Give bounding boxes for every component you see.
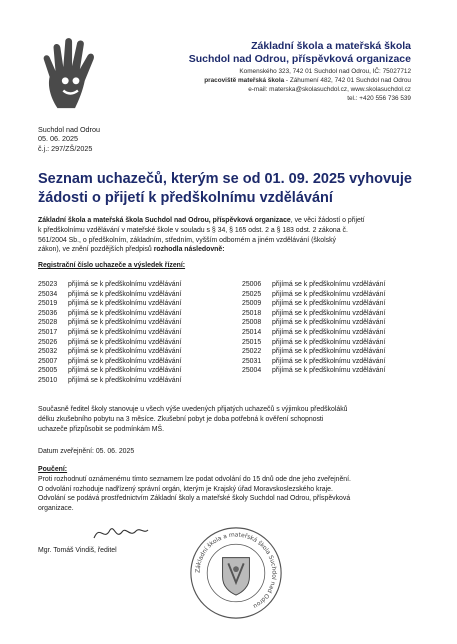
applicant-code: 25009 bbox=[242, 300, 262, 308]
result-text: přijímá se k předškolnímu vzdělávání bbox=[272, 357, 386, 365]
result-text: přijímá se k předškolnímu vzdělávání bbox=[68, 357, 182, 365]
intro-line3: 561/2004 Sb., o předškolním, základním, středním, vyšším odborném a jiném vzdělávání (školský bbox=[38, 236, 336, 244]
applicant-code: 25022 bbox=[242, 348, 262, 356]
result-text: přijímá se k předškolnímu vzdělávání bbox=[68, 309, 182, 317]
school-name-line2: Suchdol nad Odrou, příspěvková organizace bbox=[188, 53, 411, 65]
instruction-line2: O odvolání rozhoduje nadřízený správní orgán, kterým je Krajský úřad Moravskoslezského kraje. bbox=[38, 485, 333, 493]
result-row bbox=[242, 348, 385, 358]
note-line1: Současně ředitel školy stanovuje u všech výše uvedených přijatých uchazečů s výjimkou předškoláků bbox=[38, 406, 348, 413]
reference-number: č.j.: 297/ZŠ/2025 bbox=[38, 143, 93, 153]
place: Suchdol nad Odrou bbox=[38, 125, 100, 134]
result-text: přijímá se k předškolnímu vzdělávání bbox=[272, 348, 386, 356]
document-meta bbox=[38, 125, 100, 153]
result-text: přijímá se k předškolnímu vzdělávání bbox=[272, 309, 386, 317]
result-text: přijímá se k předškolnímu vzdělávání bbox=[272, 328, 386, 336]
result-row bbox=[242, 339, 385, 349]
branch-address bbox=[204, 77, 411, 84]
result-row bbox=[38, 329, 181, 339]
intro-decision: rozhodla následovně: bbox=[153, 246, 225, 254]
result-row bbox=[242, 329, 385, 339]
school-name-line1: Základní škola a mateřská škola bbox=[251, 40, 411, 52]
result-text: přijímá se k předškolnímu vzdělávání bbox=[68, 281, 182, 288]
applicant-code: 25032 bbox=[38, 348, 58, 356]
result-text: přijímá se k předškolnímu vzdělávání bbox=[68, 348, 182, 356]
results-right-column bbox=[242, 281, 385, 377]
result-text: přijímá se k předškolnímu vzdělávání bbox=[68, 319, 182, 327]
intro-line2: k předškolnímu vzdělávání v mateřské škole v souladu s § 34, § 165 odst. 2 a § 183 odst. 2 zákona č. bbox=[38, 226, 348, 234]
result-row bbox=[38, 358, 181, 368]
result-text: přijímá se k předškolnímu vzdělávání bbox=[272, 290, 386, 298]
document-date: 05. 06. 2025 bbox=[38, 134, 78, 144]
instruction-line1: Proti rozhodnutí oznámenému tímto seznamem lze podat odvolání do 15 dnů ode dne jeho zveřejnění. bbox=[38, 475, 351, 483]
applicant-code: 25004 bbox=[242, 367, 262, 375]
result-row bbox=[38, 310, 181, 320]
applicant-code: 25036 bbox=[38, 309, 58, 317]
result-text: přijímá se k předškolnímu vzdělávání bbox=[68, 367, 182, 375]
school-name bbox=[189, 40, 411, 66]
appeal-instruction bbox=[38, 465, 428, 514]
contact-phone: tel.: +420 556 736 539 bbox=[347, 95, 411, 102]
stamp-ring-text: Základní škola a mateřská škola Suchdol nad Odrou bbox=[194, 531, 278, 610]
applicant-code: 25018 bbox=[242, 309, 262, 317]
result-row bbox=[38, 319, 181, 329]
note-line2: délku zkušebního pobytu na 3 měsíce. Zkušební pobyt je doba potřebná k ověření schopnosti bbox=[38, 415, 324, 423]
applicant-code: 25019 bbox=[38, 300, 58, 308]
result-text: přijímá se k předškolnímu vzdělávání bbox=[272, 367, 386, 375]
applicant-code: 25025 bbox=[242, 290, 262, 298]
result-text: přijímá se k předškolnímu vzdělávání bbox=[68, 300, 182, 308]
handwritten-signature bbox=[90, 522, 150, 544]
title-line1: Seznam uchazečů, kterým se od 01. 09. 2025 vyhovuje bbox=[38, 171, 412, 187]
results-left-column bbox=[38, 281, 181, 387]
trial-period-note bbox=[38, 405, 428, 434]
result-row bbox=[38, 281, 181, 291]
publication-date: Datum zveřejnění: 05. 06. 2025 bbox=[38, 448, 135, 455]
applicant-code: 25023 bbox=[38, 281, 58, 288]
list-header: Registrační číslo uchazeče a výsledek řízení: bbox=[38, 262, 186, 269]
instruction-line3: Odvolání se podává prostřednictvím Základní školy a mateřské školy Suchdol nad Odrou, příspěvková bbox=[38, 495, 351, 503]
result-row bbox=[242, 281, 385, 291]
result-row bbox=[38, 300, 181, 310]
instruction-line4: organizace. bbox=[38, 505, 74, 513]
result-row bbox=[38, 377, 181, 387]
applicant-code: 25031 bbox=[242, 357, 262, 365]
result-row bbox=[242, 367, 385, 377]
school-handprint-logo bbox=[36, 34, 114, 112]
branch-address-text: - Záhumení 482, 742 01 Suchdol nad Odrou bbox=[284, 77, 411, 84]
intro-line1: , ve věci žádostí o přijetí bbox=[290, 217, 365, 224]
result-row bbox=[242, 291, 385, 301]
result-row bbox=[38, 339, 181, 349]
school-stamp bbox=[188, 525, 284, 621]
applicant-code: 25017 bbox=[38, 328, 58, 336]
result-text: přijímá se k předškolnímu vzdělávání bbox=[272, 281, 386, 288]
instruction-heading: Poučení: bbox=[38, 466, 68, 473]
applicant-code: 25006 bbox=[242, 281, 262, 288]
result-text: přijímá se k předškolnímu vzdělávání bbox=[68, 290, 182, 298]
note-line3: uchazeče přizpůsobit se podmínkám MŠ. bbox=[38, 425, 165, 433]
title-line2: žádosti o přijetí k předškolnímu vzdělávání bbox=[38, 190, 333, 206]
result-text: přijímá se k předškolnímu vzdělávání bbox=[272, 338, 386, 346]
result-text: přijímá se k předškolnímu vzdělávání bbox=[68, 328, 182, 336]
applicant-code: 25008 bbox=[242, 319, 262, 327]
document-title bbox=[38, 170, 428, 208]
school-address: Komenského 323, 742 01 Suchdol nad Odrou, IČ: 75027712 bbox=[239, 68, 411, 75]
applicant-code: 25007 bbox=[38, 357, 58, 365]
signature-name: Mgr. Tomáš Vindiš, ředitel bbox=[38, 547, 117, 554]
applicant-code: 25005 bbox=[38, 367, 58, 375]
applicant-code: 25010 bbox=[38, 376, 58, 384]
result-text: přijímá se k předškolnímu vzdělávání bbox=[68, 376, 182, 384]
result-row bbox=[38, 291, 181, 301]
applicant-code: 25014 bbox=[242, 328, 262, 336]
contact-email: e-mail: materska@skolasuchdol.cz, www.skolasuchdol.cz bbox=[248, 86, 411, 93]
intro-paragraph bbox=[38, 216, 428, 255]
applicant-code: 25015 bbox=[242, 338, 262, 346]
applicant-code: 25034 bbox=[38, 290, 58, 298]
result-text: přijímá se k předškolnímu vzdělávání bbox=[272, 319, 386, 327]
result-row bbox=[242, 358, 385, 368]
applicant-code: 25026 bbox=[38, 338, 58, 346]
result-text: přijímá se k předškolnímu vzdělávání bbox=[272, 300, 386, 308]
result-row bbox=[38, 367, 181, 377]
result-row bbox=[242, 310, 385, 320]
intro-school-name: Základní škola a mateřská škola Suchdol nad Odrou, příspěvková organizace bbox=[38, 217, 291, 224]
result-text: přijímá se k předškolnímu vzdělávání bbox=[68, 338, 182, 346]
intro-line4: zákon), ve znění pozdějších předpisů bbox=[38, 246, 154, 254]
result-row bbox=[38, 348, 181, 358]
result-row bbox=[242, 319, 385, 329]
result-row bbox=[242, 300, 385, 310]
applicant-code: 25028 bbox=[38, 319, 58, 327]
branch-label: pracoviště mateřská škola bbox=[204, 77, 285, 84]
